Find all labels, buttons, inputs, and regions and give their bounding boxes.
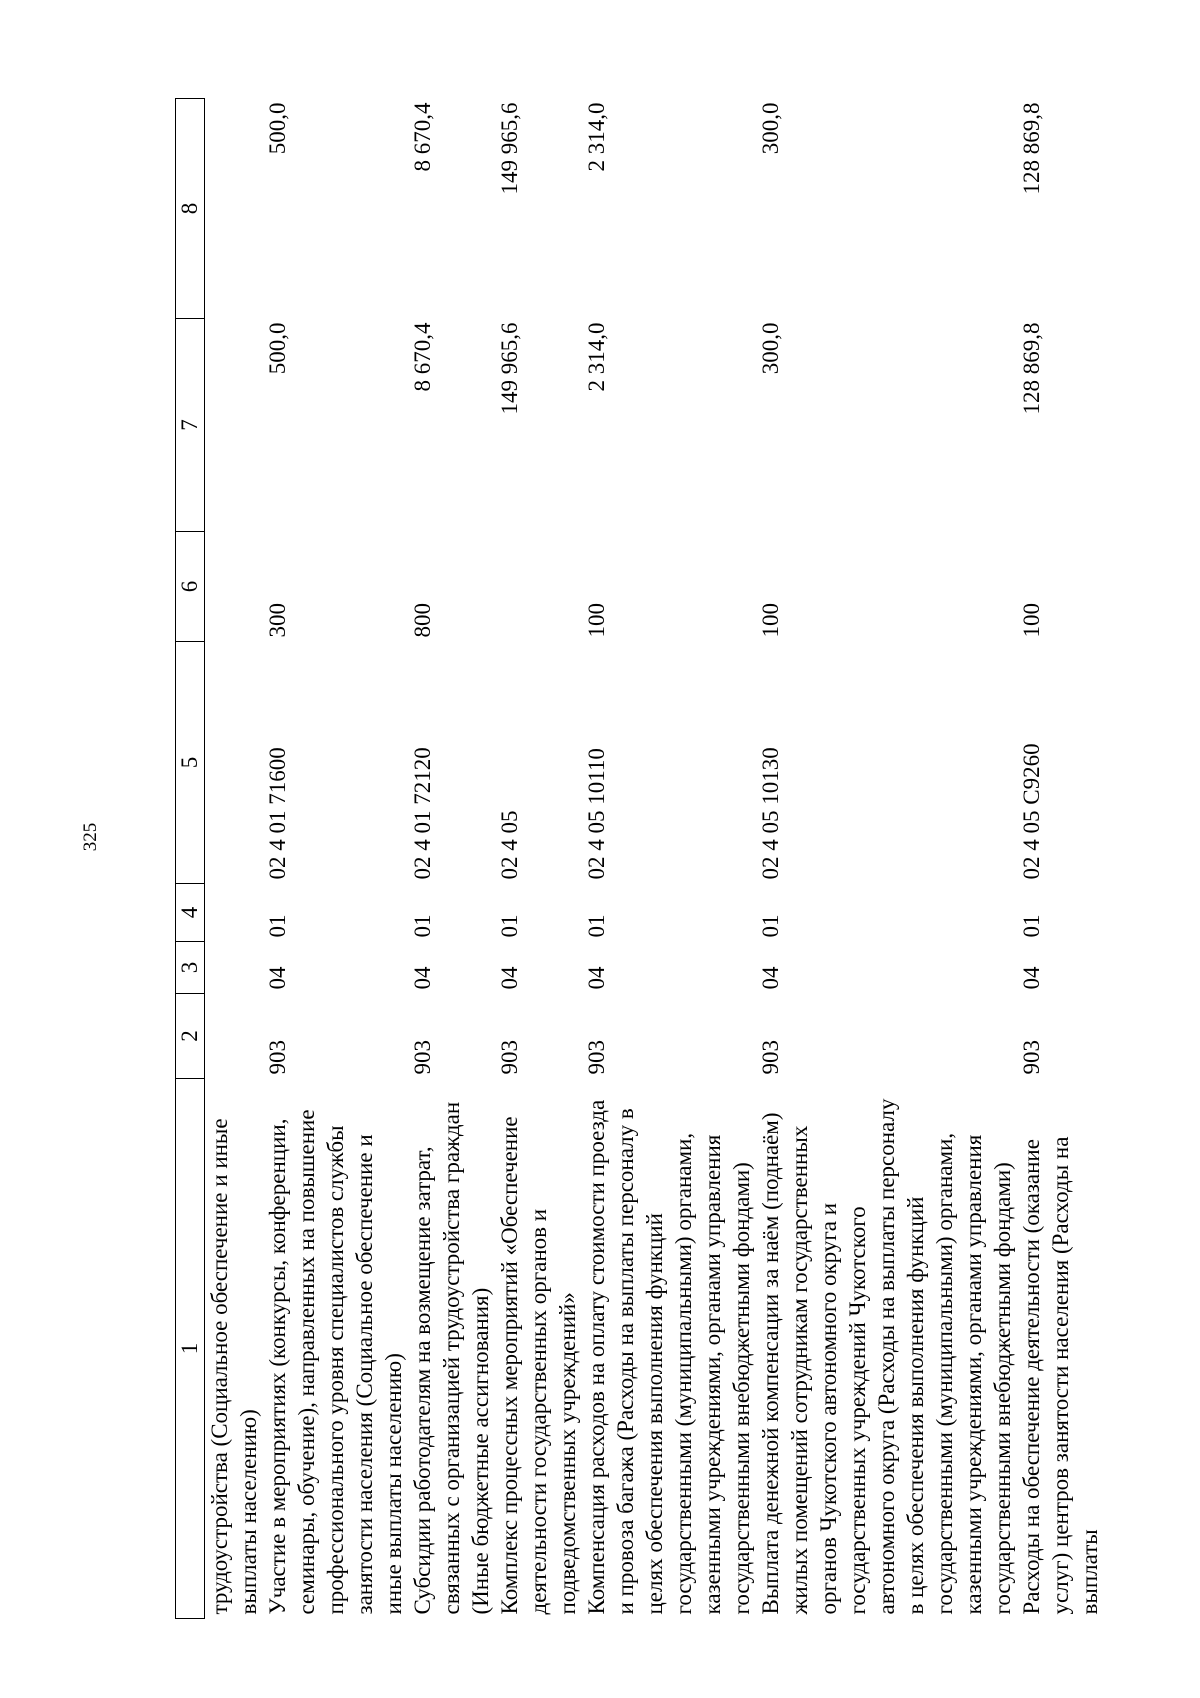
header-col-1: 1 [176, 1079, 205, 1619]
cell-target: 02 4 05 [497, 810, 522, 880]
cell-subsection: 01 [584, 914, 609, 938]
header-col-6: 6 [176, 532, 205, 642]
cell-section [205, 942, 264, 994]
cell-amount-8: 300,0 [758, 102, 783, 155]
cell-ministry: 903 [410, 1040, 435, 1075]
header-col-8: 8 [176, 99, 205, 319]
header-col-4: 4 [176, 884, 205, 942]
table-row [263, 99, 408, 1619]
cell-subsection [205, 884, 264, 942]
cell-amount-8: 128 869,8 [1019, 102, 1044, 195]
cell-target: 02 4 01 72120 [410, 747, 435, 880]
cell-amount-8: 149 965,6 [497, 102, 522, 195]
cell-section: 04 [265, 966, 290, 990]
cell-subsection: 01 [497, 914, 522, 938]
table-row [756, 99, 1017, 1619]
cell-amount-7: 500,0 [265, 322, 290, 375]
cell-target: 02 4 05 С9260 [1019, 743, 1044, 880]
header-col-3: 3 [176, 942, 205, 994]
cell-ministry [205, 994, 264, 1079]
cell-subsection: 01 [410, 914, 435, 938]
cell-expense-type: 300 [265, 603, 290, 638]
table-body [205, 99, 1105, 1619]
budget-table [175, 98, 1104, 1619]
cell-expense-type [495, 532, 582, 642]
cell-amount-7: 300,0 [758, 322, 783, 375]
cell-expense-type: 100 [758, 603, 783, 638]
cell-name: Компенсация расходов на оплату стоимости проезда и провоза багажа (Расходы на выплаты персоналу в целях обеспечения выполнения функций государственными (муниципальными) органами, казенными учреждениями, органами управления государственными внебюджетными фондами) [584, 1099, 754, 1615]
cell-target: 02 4 01 71600 [265, 747, 290, 880]
table-header [176, 99, 205, 1619]
cell-section: 04 [758, 966, 783, 990]
cell-amount-7: 128 869,8 [1019, 322, 1044, 415]
cell-amount-7: 8 670,4 [410, 322, 435, 392]
cell-ministry: 903 [497, 1040, 522, 1075]
table-row [1017, 99, 1104, 1619]
cell-name: трудоустройства (Социальное обеспечение и иные выплаты населению) [207, 1118, 261, 1615]
cell-name: Субсидии работодателям на возмещение затрат, связанных с организацией трудоустройства граждан (Иные бюджетные ассигнования) [410, 1101, 493, 1615]
cell-expense-type: 800 [410, 603, 435, 638]
cell-expense-type: 100 [1019, 603, 1044, 638]
cell-amount-8: 500,0 [265, 102, 290, 155]
cell-subsection: 01 [758, 914, 783, 938]
cell-section: 04 [1019, 966, 1044, 990]
cell-amount-8: 8 670,4 [410, 102, 435, 172]
cell-name: Выплата денежной компенсации за наём (поднаём) жилых помещений сотрудникам государственных органов Чукотского автономного округа и государственных учреждений Чукотского автономного округа (Расходы на выплаты персоналу в целях обеспечения выполнения функций государственными (муниципальными) органами, казенными учреждениями, органами управления государственными внебюджетными фондами) [758, 1098, 1015, 1615]
cell-name: Комплекс процессных мероприятий «Обеспечение деятельности государственных органов и подведомственных учреждений» [497, 1116, 580, 1615]
table-row [582, 99, 756, 1619]
table-row [408, 99, 495, 1619]
cell-subsection: 01 [1019, 914, 1044, 938]
header-col-7: 7 [176, 319, 205, 532]
cell-name: Расходы на обеспечение деятельности (оказание услуг) центров занятости населения (Расходы на выплаты [1019, 1136, 1102, 1615]
cell-expense-type: 100 [584, 603, 609, 638]
header-col-2: 2 [176, 994, 205, 1079]
cell-expense-type [205, 532, 264, 642]
cell-ministry: 903 [584, 1040, 609, 1075]
cell-target: 02 4 05 10130 [758, 747, 783, 880]
cell-section: 04 [584, 966, 609, 990]
cell-amount-8: 2 314,0 [584, 102, 609, 172]
cell-target: 02 4 05 10110 [584, 748, 609, 880]
cell-amount-7: 2 314,0 [584, 322, 609, 392]
cell-name: Участие в мероприятиях (конкурсы, конференции, семинары, обучение), направленных на повышение профессионального уровня специалистов службы занятости населения (Социальное обеспечение и иные выплаты населению) [265, 1109, 406, 1615]
rotated-page-content [175, 99, 1195, 1619]
cell-ministry: 903 [758, 1040, 783, 1075]
cell-amount-7: 149 965,6 [497, 322, 522, 415]
cell-amount-8 [205, 99, 264, 319]
cell-subsection: 01 [265, 914, 290, 938]
cell-ministry: 903 [1019, 1040, 1044, 1075]
page-number: 325 [80, 822, 101, 852]
cell-section: 04 [497, 966, 522, 990]
table-row [205, 99, 264, 1619]
cell-section: 04 [410, 966, 435, 990]
table-row [495, 99, 582, 1619]
header-row [176, 99, 205, 1619]
cell-target [205, 642, 264, 884]
cell-ministry: 903 [265, 1040, 290, 1075]
header-col-5: 5 [176, 642, 205, 884]
cell-amount-7 [205, 319, 264, 532]
